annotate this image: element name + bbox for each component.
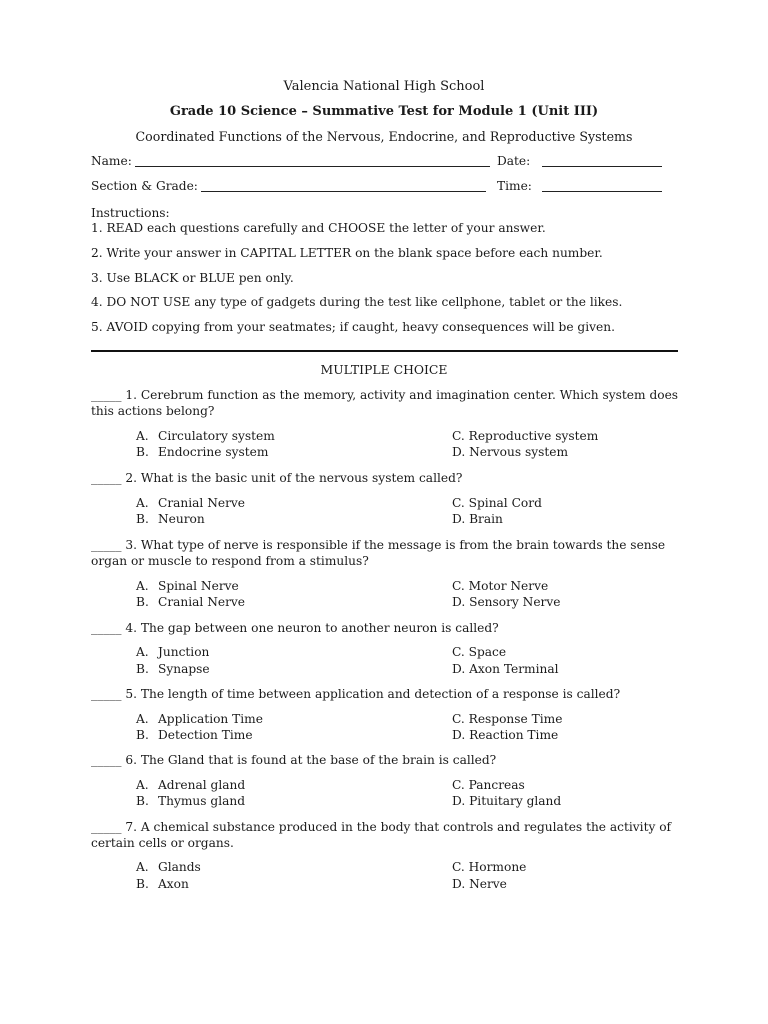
question-6 (91, 752, 681, 807)
option-d: D. Sensory Nerve (452, 595, 561, 609)
option-b: B. Axon (136, 877, 189, 891)
option-a: A. Junction (136, 645, 210, 659)
option-a: A. Adrenal gland (136, 778, 246, 792)
question-2 (91, 470, 681, 525)
option-b: B. Thymus gland (136, 794, 246, 808)
option-c: C. Reproductive system (452, 429, 599, 443)
question-1 (91, 387, 681, 457)
option-a: A. Spinal Nerve (136, 579, 239, 593)
option-b: B. Synapse (136, 662, 210, 676)
question-text: _____ 7. A chemical substance produced in the body that controls and regulates the activity of (91, 820, 672, 834)
section-grade-field[interactable] (201, 191, 486, 192)
option-b: B. Cranial Nerve (136, 595, 246, 609)
name-label: Name: (91, 154, 132, 168)
time-field[interactable] (542, 191, 662, 192)
option-c: C. Space (452, 645, 507, 659)
option-c: C. Motor Nerve (452, 579, 549, 593)
question-text: _____ 6. The Gland that is found at the base of the brain is called? (91, 753, 497, 767)
multiple-choice-heading: MULTIPLE CHOICE (320, 362, 448, 377)
question-3 (91, 537, 681, 607)
question-text: _____ 1. Cerebrum function as the memory, activity and imagination center. Which system does (91, 388, 679, 402)
instruction-item: 5. AVOID copying from your seatmates; if caught, heavy consequences will be given. (91, 320, 615, 334)
date-field[interactable] (542, 166, 662, 167)
option-a: A. Application Time (136, 712, 263, 726)
question-4 (91, 620, 681, 675)
section-divider (91, 350, 678, 352)
option-c: C. Response Time (452, 712, 563, 726)
instruction-item: 4. DO NOT USE any type of gadgets during the test like cellphone, tablet or the likes. (91, 295, 623, 309)
instruction-item: 2. Write your answer in CAPITAL LETTER on the blank space before each number. (91, 246, 603, 260)
option-a: A. Cranial Nerve (136, 496, 246, 510)
section-grade-label: Section & Grade: (91, 179, 198, 193)
instructions-heading: Instructions: (91, 206, 170, 220)
name-field[interactable] (135, 166, 490, 167)
question-5 (91, 686, 681, 741)
option-d: D. Axon Terminal (452, 662, 559, 676)
instruction-item: 1. READ each questions carefully and CHOOSE the letter of your answer. (91, 221, 546, 235)
question-text: _____ 3. What type of nerve is responsible if the message is from the brain towards the sense (91, 538, 666, 552)
question-text: _____ 4. The gap between one neuron to another neuron is called? (91, 621, 499, 635)
instruction-item: 3. Use BLACK or BLUE pen only. (91, 271, 294, 285)
option-d: D. Reaction Time (452, 728, 559, 742)
option-b: B. Detection Time (136, 728, 253, 742)
question-text: this actions belong? (91, 404, 215, 418)
option-d: D. Nervous system (452, 445, 569, 459)
option-c: C. Hormone (452, 860, 527, 874)
question-text: organ or muscle to respond from a stimulus? (91, 554, 369, 568)
option-c: C. Spinal Cord (452, 496, 542, 510)
option-d: D. Nerve (452, 877, 507, 891)
question-text: _____ 5. The length of time between application and detection of a response is called? (91, 687, 621, 701)
option-d: D. Pituitary gland (452, 794, 562, 808)
time-label: Time: (497, 179, 532, 193)
option-a: A. Circulatory system (136, 429, 275, 443)
option-c: C. Pancreas (452, 778, 525, 792)
section-time-row (91, 178, 671, 196)
date-label: Date: (497, 154, 531, 168)
test-title: Grade 10 Science – Summative Test for Module 1 (Unit III) (169, 104, 599, 119)
option-a: A. Glands (136, 860, 201, 874)
question-7 (91, 819, 681, 889)
name-date-row (91, 153, 671, 171)
option-d: D. Brain (452, 512, 503, 526)
option-b: B. Endocrine system (136, 445, 269, 459)
question-text: _____ 2. What is the basic unit of the nervous system called? (91, 471, 463, 485)
option-b: B. Neuron (136, 512, 205, 526)
school-name: Valencia National High School (283, 79, 485, 94)
test-subtitle: Coordinated Functions of the Nervous, Endocrine, and Reproductive Systems (135, 129, 633, 144)
question-text: certain cells or organs. (91, 836, 234, 850)
